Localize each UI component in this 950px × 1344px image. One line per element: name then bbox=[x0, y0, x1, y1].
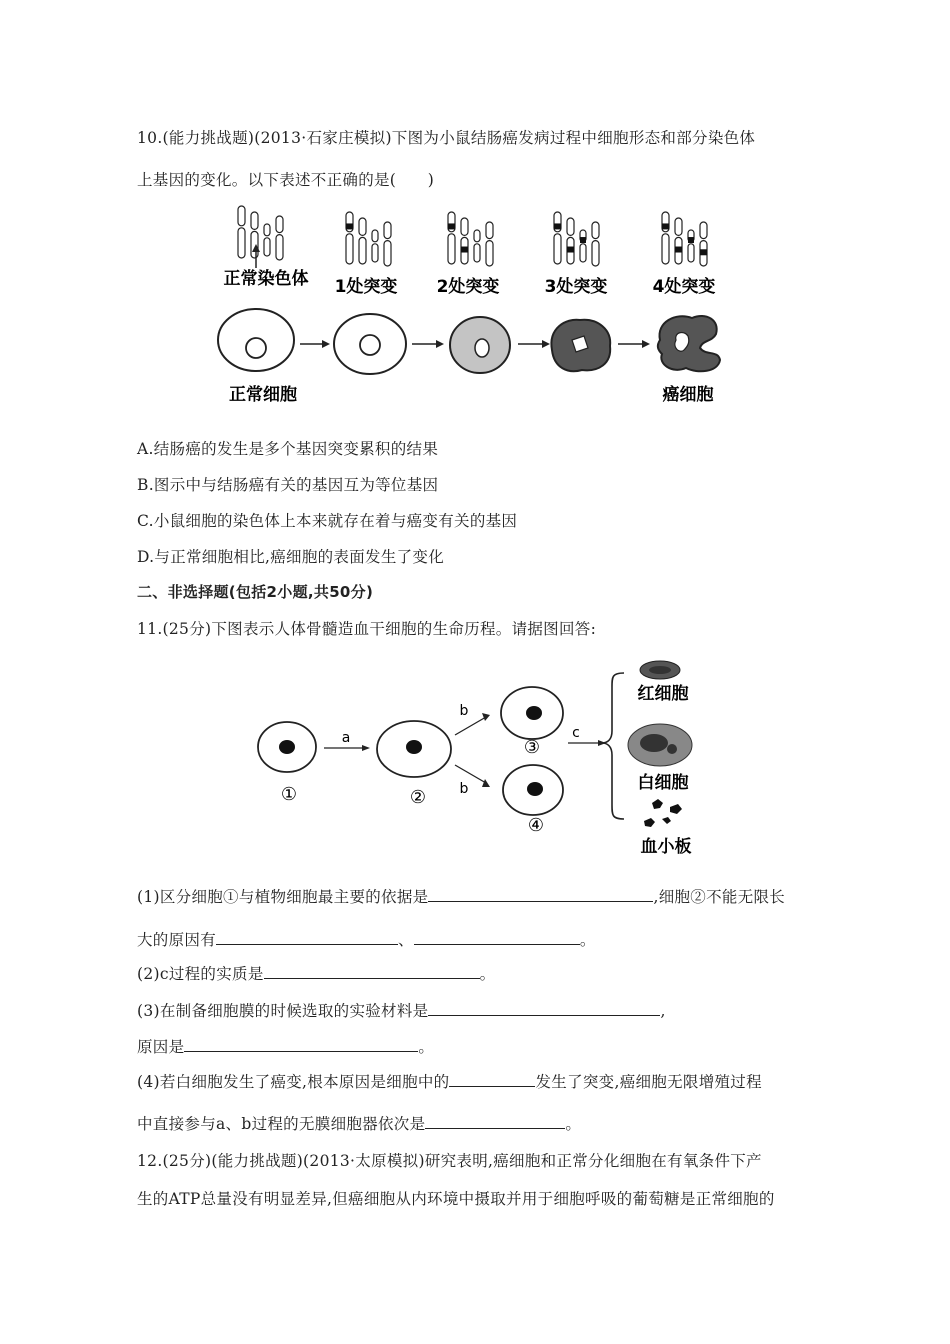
chromosome-arm bbox=[580, 244, 586, 262]
q11-blank-4[interactable] bbox=[264, 964, 480, 979]
stage-label-3: 3处突变 bbox=[544, 277, 608, 297]
chromosome-arm bbox=[567, 218, 574, 235]
stage-label-2: 2处突变 bbox=[436, 277, 500, 297]
cancer-cell bbox=[658, 316, 720, 371]
q11-part3-text-d: 。 bbox=[418, 1038, 435, 1056]
chromosome-arm bbox=[592, 241, 599, 266]
q11-blank-1[interactable] bbox=[428, 887, 653, 902]
arrow-1-head bbox=[322, 340, 330, 348]
white-blood-cell-granule bbox=[667, 744, 677, 754]
normal-cell-label: 正常细胞 bbox=[229, 385, 297, 405]
q11-part3-text-c: 原因是 bbox=[137, 1038, 185, 1056]
cell-3-label: ③ bbox=[523, 737, 541, 758]
q11-part4-text-a: (4)若白细胞发生了癌变,根本原因是细胞中的 bbox=[137, 1073, 450, 1091]
arrow-a-head bbox=[362, 745, 370, 751]
q11-blank-3[interactable] bbox=[414, 930, 580, 945]
q11-part4-text-d: 。 bbox=[565, 1115, 582, 1133]
chromosome-arm bbox=[662, 234, 669, 264]
q11-part2-text-a: (2)c过程的实质是 bbox=[137, 965, 264, 983]
q11-part4-line2 bbox=[137, 1112, 581, 1134]
q12-stem-line1: 12.(25分)(能力挑战题)(2013·太原模拟)研究表明,癌细胞和正常分化细胞在有氧条件下产 bbox=[137, 1152, 762, 1170]
q11-part4-text-c: 中直接参与a、b过程的无膜细胞器依次是 bbox=[137, 1115, 426, 1133]
q11-blank-7[interactable] bbox=[449, 1072, 535, 1087]
mutation-band bbox=[675, 247, 682, 253]
q11-stem: 11.(25分)下图表示人体骨髓造血干细胞的生命历程。请据图回答: bbox=[137, 620, 597, 638]
stage-label-4: 4处突变 bbox=[652, 277, 716, 297]
chromosome-arm bbox=[359, 218, 366, 235]
chromosome-arm bbox=[276, 216, 283, 233]
q11-part1-text-b: ,细胞②不能无限长 bbox=[653, 888, 786, 906]
q11-part1-line2 bbox=[137, 928, 596, 950]
arrow-b-down-label: b bbox=[459, 781, 469, 797]
mutation-band bbox=[580, 237, 586, 243]
q10-option-d: D.与正常细胞相比,癌细胞的表面发生了变化 bbox=[137, 548, 445, 566]
cell-2-nucleus bbox=[406, 740, 422, 754]
arrow-c-label: c bbox=[572, 725, 580, 741]
product-label-platelet: 血小板 bbox=[640, 837, 692, 857]
chromosome-arm bbox=[346, 234, 353, 264]
chromosome-arm bbox=[238, 206, 245, 226]
stage1-cell-nucleus bbox=[360, 335, 380, 355]
q11-part1-text-a: (1)区分细胞①与植物细胞最主要的依据是 bbox=[137, 888, 429, 906]
q11-part4-text-b: 发生了突变,癌细胞无限增殖过程 bbox=[535, 1073, 762, 1091]
section-heading: 二、非选择题(包括2小题,共50分) bbox=[137, 583, 374, 601]
platelet-1 bbox=[652, 799, 663, 809]
arrow-a-label: a bbox=[341, 730, 351, 746]
q10-stem-line1: 10.(能力挑战题)(2013·石家庄模拟)下图为小鼠结肠癌发病过程中细胞形态和部分染色体 bbox=[137, 129, 756, 147]
q11-blank-5[interactable] bbox=[428, 1001, 660, 1016]
chromosome-arm bbox=[276, 235, 283, 260]
mutation-band bbox=[346, 223, 353, 229]
normal-cell-nucleus bbox=[246, 338, 266, 358]
q10-figure bbox=[200, 200, 740, 410]
q11-part3-line2 bbox=[137, 1035, 434, 1057]
arrow-b-up bbox=[455, 717, 486, 735]
q10-option-c: C.小鼠细胞的染色体上本来就存在着与癌变有关的基因 bbox=[137, 512, 518, 530]
chromosome-arm bbox=[264, 238, 270, 256]
mutation-band bbox=[688, 237, 694, 243]
q11-blank-8[interactable] bbox=[425, 1114, 565, 1129]
chromosome-arm bbox=[264, 224, 270, 236]
white-blood-cell-nucleus bbox=[640, 734, 668, 752]
q10-option-b: B.图示中与结肠癌有关的基因互为等位基因 bbox=[137, 476, 439, 494]
chromosome-arm bbox=[592, 222, 599, 239]
q11-part4-line1 bbox=[137, 1070, 762, 1092]
mutation-band bbox=[554, 223, 561, 229]
chromosome-arm bbox=[474, 230, 480, 242]
product-label-white: 白细胞 bbox=[637, 773, 689, 793]
mutation-band bbox=[662, 223, 669, 229]
red-blood-cell-center bbox=[649, 666, 671, 674]
q11-part1-text-e: 。 bbox=[579, 931, 596, 949]
arrow-b-up-label: b bbox=[459, 703, 469, 719]
arrow-b-up-head bbox=[482, 713, 490, 721]
brace bbox=[602, 673, 624, 819]
q11-part3-text-b: , bbox=[660, 1002, 666, 1020]
chromosome-arm bbox=[675, 218, 682, 235]
mutation-band bbox=[700, 249, 707, 255]
chromosome-arm bbox=[486, 222, 493, 239]
q11-part1-text-c: 大的原因有 bbox=[137, 931, 217, 949]
chromosome-arm bbox=[359, 237, 366, 264]
cell-1-nucleus bbox=[279, 740, 295, 754]
platelet-3 bbox=[644, 818, 655, 827]
arrow-3-head bbox=[542, 340, 550, 348]
stage-label-1: 1处突变 bbox=[334, 277, 398, 297]
chromosome-arm bbox=[372, 244, 378, 262]
cell-2-label: ② bbox=[409, 787, 427, 808]
q11-blank-2[interactable] bbox=[216, 930, 398, 945]
chromosome-arm bbox=[461, 218, 468, 235]
cell-4-nucleus bbox=[527, 782, 543, 796]
arrow-4-head bbox=[642, 340, 650, 348]
q11-part3-text-a: (3)在制备细胞膜的时候选取的实验材料是 bbox=[137, 1002, 429, 1020]
mutation-band bbox=[448, 223, 455, 229]
platelet-2 bbox=[670, 804, 682, 814]
chromosome-arm bbox=[384, 222, 391, 239]
cell-1-label: ① bbox=[280, 784, 298, 805]
mutation-band bbox=[567, 247, 574, 253]
arrow-2-head bbox=[436, 340, 444, 348]
chromosome-arm bbox=[474, 244, 480, 262]
chromosome-arm bbox=[372, 230, 378, 242]
product-label-red: 红细胞 bbox=[637, 684, 689, 704]
q11-figure bbox=[250, 655, 720, 860]
q11-part2-text-b: 。 bbox=[479, 965, 496, 983]
cell-3-nucleus bbox=[526, 706, 542, 720]
chromosome-arm bbox=[384, 241, 391, 266]
chromosome-arm bbox=[688, 244, 694, 262]
q12-stem-line2: 生的ATP总量没有明显差异,但癌细胞从内环境中摄取并用于细胞呼吸的葡萄糖是正常细胞的 bbox=[137, 1190, 775, 1208]
chromosome-arm bbox=[251, 231, 258, 258]
chromosome-arm bbox=[700, 222, 707, 239]
q11-part1-text-d: 、 bbox=[398, 931, 414, 949]
cancer-cell-label: 癌细胞 bbox=[662, 385, 714, 405]
chromosome-arm bbox=[251, 212, 258, 229]
chromosome-arm bbox=[238, 228, 245, 258]
chromosome-arm bbox=[448, 234, 455, 264]
chromosome-groups bbox=[238, 206, 707, 266]
q10-stem-line2: 上基因的变化。以下表述不正确的是( ) bbox=[137, 171, 435, 189]
chromosome-arm bbox=[486, 241, 493, 266]
platelet-4 bbox=[662, 817, 671, 824]
cell-4-label: ④ bbox=[527, 815, 545, 836]
chromosome-arm bbox=[554, 234, 561, 264]
q11-part1-line1 bbox=[137, 885, 785, 907]
stage-label-0: 正常染色体 bbox=[223, 269, 309, 289]
q10-option-a: A.结肠癌的发生是多个基因突变累积的结果 bbox=[137, 440, 439, 458]
q11-blank-6[interactable] bbox=[184, 1037, 418, 1052]
q11-part2 bbox=[137, 962, 495, 984]
q11-part3-line1 bbox=[137, 999, 666, 1021]
stage2-cell-nucleus bbox=[475, 339, 489, 357]
mutation-band bbox=[461, 247, 468, 253]
arrow-b-down-head bbox=[482, 779, 490, 787]
